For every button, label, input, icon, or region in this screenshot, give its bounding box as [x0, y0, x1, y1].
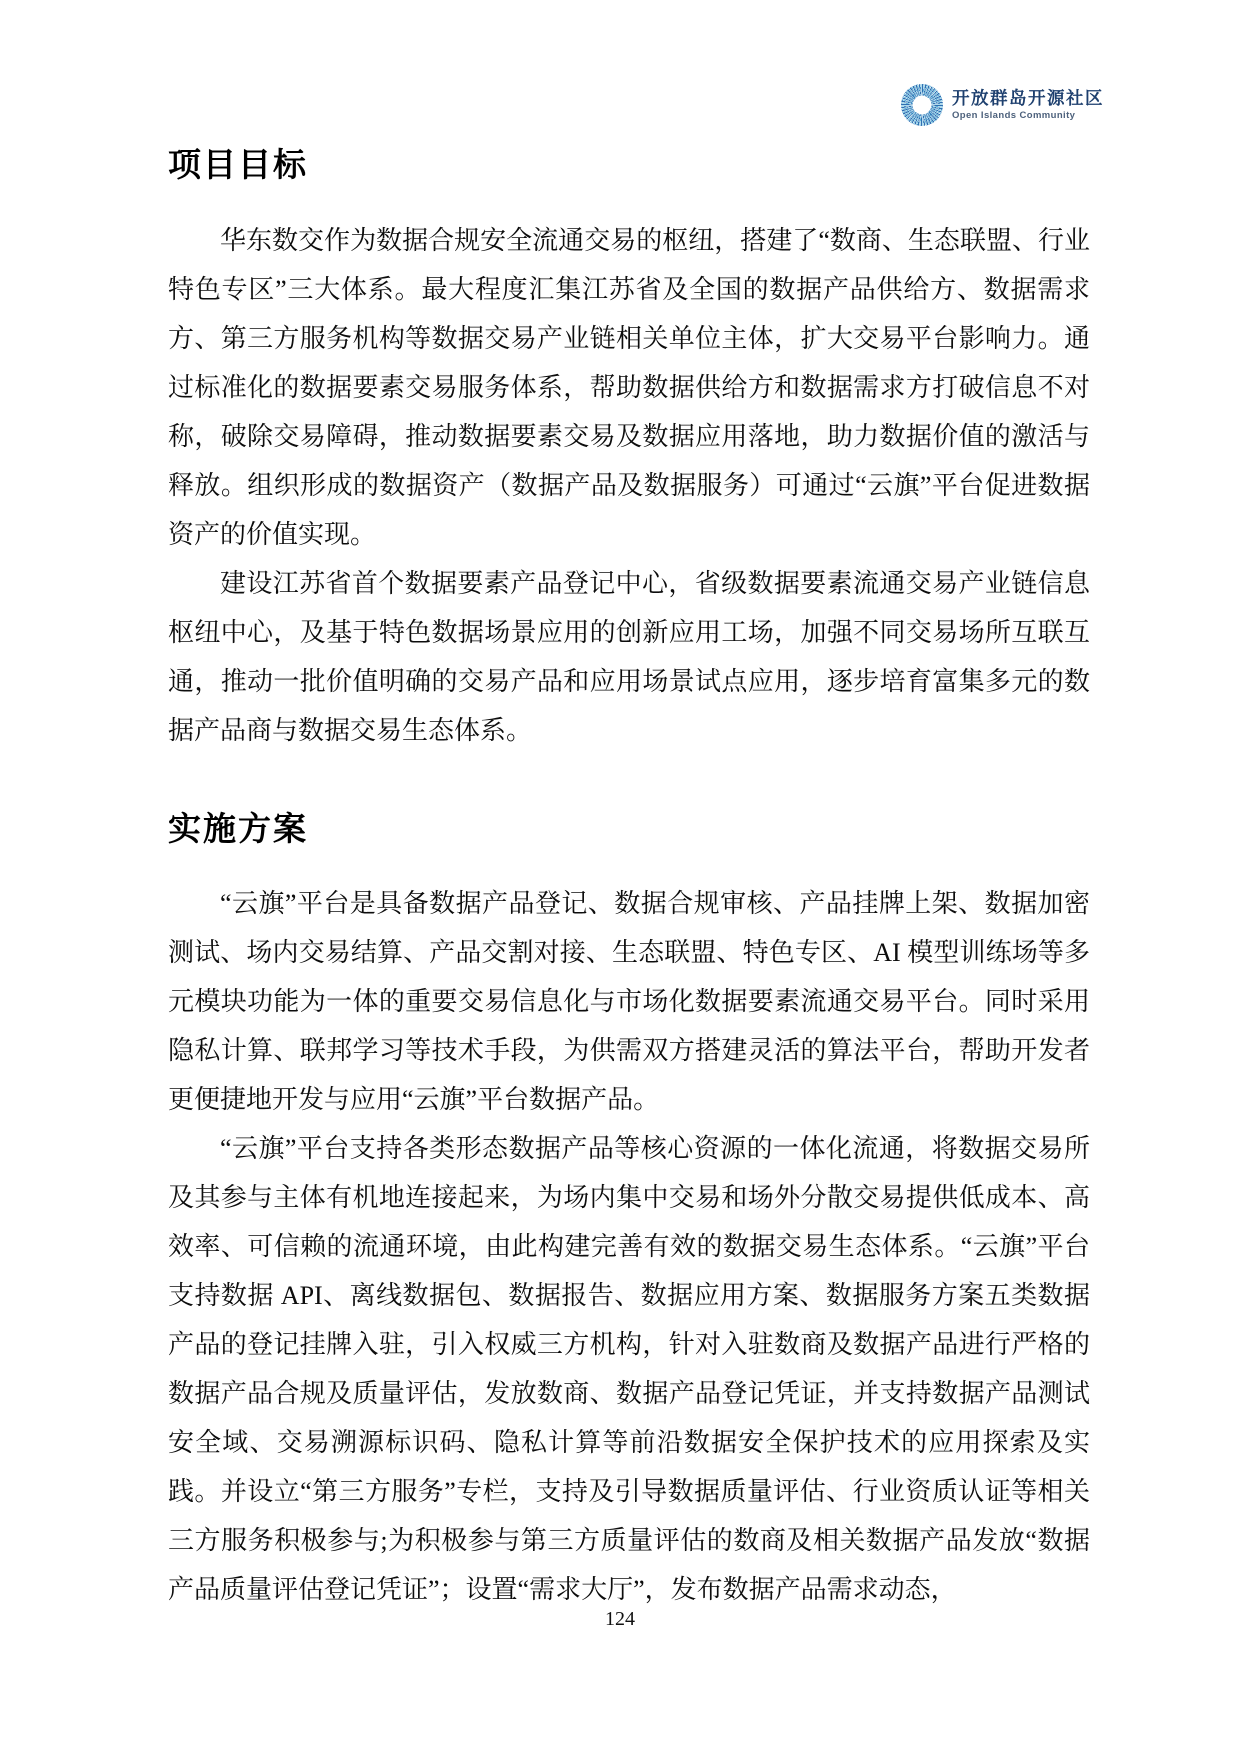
paragraph-implementation-1: “云旗”平台是具备数据产品登记、数据合规审核、产品挂牌上架、数据加密测试、场内交易结算、产品交割对接、生态联盟、特色专区、AI 模型训练场等多元模块功能为一体的重要交易信息化与市场化数据要素流通交易平台。同时采用隐私计算、联邦学习等技术手段，为供需双方搭建灵活的算法平台，帮助开发者更便捷地开发与应用“云旗”平台数据产品。	[168, 889, 1090, 1115]
section-heading-implementation-plan: 实施方案	[168, 809, 308, 847]
paragraph-project-goals-2: 建设江苏省首个数据要素产品登记中心，省级数据要素流通交易产业链信息枢纽中心，及基于特色数据场景应用的创新应用工场，加强不同交易场所互联互通，推动一批价值明确的交易产品和应用场景试点应用，逐步培育富集多元的数据产品商与数据交易生态体系。	[168, 568, 1090, 745]
paragraph-implementation-2: “云旗”平台支持各类形态数据产品等核心资源的一体化流通，将数据交易所及其参与主体有机地连接起来，为场内集中交易和场外分散交易提供低成本、高效率、可信赖的流通环境，由此构建完善有效的数据交易生态体系。“云旗”平台支持数据 API、离线数据包、数据报告、数据应用方案、数据服务方案五类数据产品的登记挂牌入驻，引入权威三方机构，针对入驻数商及数据产品进行严格的数据产品合规及质量评估，发放数商、数据产品登记凭证，并支持数据产品测试安全域、交易溯源标识码、隐私计算等前沿数据安全保护技术的应用探索及实践。并设立“第三方服务”专栏，支持及引导数据质量评估、行业资质认证等相关三方服务积极参与;为积极参与第三方质量评估的数商及相关数据产品发放“数据产品质量评估登记凭证”；设置“需求大厅”，发布数据产品需求动态，	[168, 1134, 1090, 1605]
page-number: 124	[605, 1608, 635, 1630]
section-heading-project-goals: 项目目标	[168, 146, 308, 183]
logo-title: 开放群岛开源社区	[952, 87, 1104, 108]
paragraph-project-goals-1: 华东数交作为数据合规安全流通交易的枢纽，搭建了“数商、生态联盟、行业特色专区”三大体系。最大程度汇集江苏省及全国的数据产品供给方、数据需求方、第三方服务机构等数据交易产业链相关单位主体，扩大交易平台影响力。通过标准化的数据要素交易服务体系，帮助数据供给方和数据需求方打破信息不对称，破除交易障碍，推动数据要素交易及数据应用落地，助力数据价值的激活与释放。组织形成的数据资产（数据产品及数据服务）可通过“云旗”平台促进数据资产的价值实现。	[168, 225, 1090, 549]
logo-subtitle: Open Islands Community	[952, 109, 1076, 121]
page-footer	[0, 1608, 1240, 1631]
